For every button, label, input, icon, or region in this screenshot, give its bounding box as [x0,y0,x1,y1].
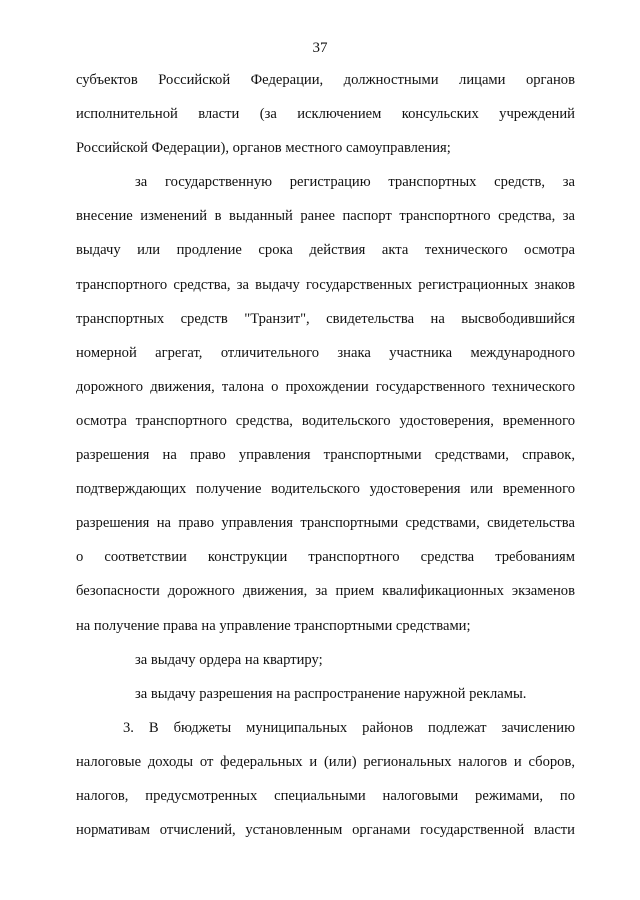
page-number: 37 [312,40,328,56]
text-line: номерной агрегат, отличительного знака участника международного [76,344,575,361]
text-line: транспортного средства, за выдачу государственных регистрационных знаков [76,276,575,293]
text-line: 3. В бюджеты муниципальных районов подлежат зачислению [123,719,575,736]
text-line: субъектов Российской Федерации, должностными лицами органов [76,72,575,88]
text-line: разрешения на право управления транспортными средствами, свидетельства [76,515,575,532]
text-line: налоговые доходы от федеральных и (или) региональных налогов и сборов, [76,753,575,770]
text-line: налогов, предусмотренных специальными налоговыми режимами, по [76,787,575,804]
text-line: за выдачу разрешения на распространение наружной рекламы. [135,685,527,702]
text-line: безопасности дорожного движения, за прием квалификационных экзаменов [76,583,575,600]
text-line: дорожного движения, талона о прохождении государственного технического [76,378,575,395]
text-line: на получение права на управление транспортными средствами; [76,617,471,634]
text-line: исполнительной власти (за исключением консульских учреждений [76,106,575,123]
text-line: за государственную регистрацию транспортных средств, за [135,174,575,191]
text-line: нормативам отчислений, установленным органами государственной власти [76,822,575,839]
text-line: разрешения на право управления транспортными средствами, справок, [76,447,575,464]
text-line: внесение изменений в выданный ранее паспорт транспортного средства, за [76,208,575,225]
text-line: подтверждающих получение водительского удостоверения или временного [76,481,575,498]
text-line: Российской Федерации), органов местного самоуправления; [76,140,451,157]
text-line: осмотра транспортного средства, водительского удостоверения, временного [76,412,575,429]
text-line: о соответствии конструкции транспортного средства требованиям [76,549,575,566]
document-body [76,72,575,856]
text-line: транспортных средств "Транзит", свидетельства на высвободившийся [76,310,575,327]
text-line: за выдачу ордера на квартиру; [135,651,323,668]
text-line: выдачу или продление срока действия акта технического осмотра [76,242,575,259]
